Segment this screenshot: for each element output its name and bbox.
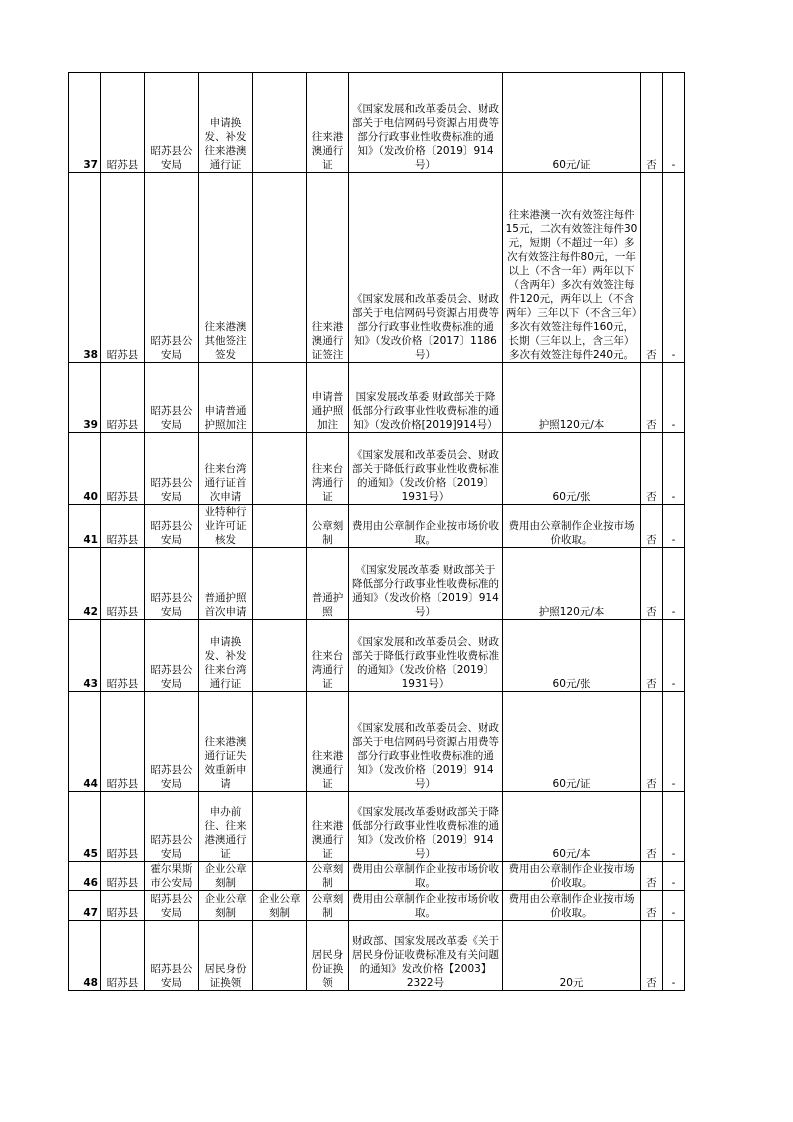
row-number: 48	[69, 921, 101, 991]
sub-item-cell	[253, 73, 307, 173]
related-cell: 否	[641, 173, 663, 363]
sub-item-cell: 企业公章刻制	[253, 891, 307, 921]
flag-cell: -	[663, 73, 685, 173]
related-cell: 否	[641, 692, 663, 792]
table-row	[69, 692, 685, 792]
item-cell: 往来港澳通行证失效重新申请	[199, 692, 253, 792]
fee-type-cell: 普通护照	[307, 548, 349, 620]
department-cell: 昭苏县公安局	[145, 548, 199, 620]
county-cell: 昭苏县	[101, 862, 145, 891]
standard-cell: 60元/证	[503, 73, 641, 173]
basis-cell: 《国家发展和改革委员会、财政部关于电信网码号资源占用费等部分行政事业性收费标准的通知》（发改价格〔2019〕914号）	[349, 692, 503, 792]
row-number: 41	[69, 505, 101, 548]
flag-cell: -	[663, 792, 685, 862]
table-row	[69, 363, 685, 433]
table-row	[69, 505, 685, 548]
related-cell: 否	[641, 620, 663, 692]
related-cell: 否	[641, 363, 663, 433]
row-number: 45	[69, 792, 101, 862]
standard-cell: 往来港澳一次有效签注每件15元，二次有效签注每件30元，短期（不超过一年）多次有效签注每件80元，一年以上（不含一年）两年以下（含两年）多次有效签注每件120元，两年以上（不含两年）三年以下（不含三年）多次有效签注每件160元，长期（三年以上，含三年）多次有效签注每件240元。	[503, 173, 641, 363]
fee-type-cell: 往来台湾通行证	[307, 433, 349, 505]
department-cell: 霍尔果斯市公安局	[145, 862, 199, 891]
sub-item-cell	[253, 433, 307, 505]
flag-cell: -	[663, 862, 685, 891]
department-cell: 昭苏县公安局	[145, 921, 199, 991]
flag-cell: -	[663, 548, 685, 620]
sub-item-cell	[253, 620, 307, 692]
fee-table	[68, 72, 685, 991]
sub-item-cell	[253, 862, 307, 891]
item-cell: 往来港澳其他签注签发	[199, 173, 253, 363]
table-row	[69, 620, 685, 692]
flag-cell: -	[663, 891, 685, 921]
item-cell: 往来台湾通行证首次申请	[199, 433, 253, 505]
basis-cell: 《国家发展和改革委员会、财政部关于电信网码号资源占用费等部分行政事业性收费标准的通知》（发改价格〔2017〕1186号）	[349, 173, 503, 363]
standard-cell: 60元/证	[503, 692, 641, 792]
table-row	[69, 548, 685, 620]
basis-cell: 《国家发展改革委财政部关于降低部分行政事业性收费标准的通知》（发改价格〔2019〕914号）	[349, 792, 503, 862]
table-row	[69, 862, 685, 891]
item-cell: 企业公章刻制	[199, 862, 253, 891]
row-number: 40	[69, 433, 101, 505]
item-cell: 企业公章刻制	[199, 891, 253, 921]
standard-cell: 60元/张	[503, 620, 641, 692]
fee-type-cell: 居民身份证换领	[307, 921, 349, 991]
basis-cell: 财政部、国家发展改革委《关于居民身份证收费标准及有关问题的通知》发改价格【2003】2322号	[349, 921, 503, 991]
county-cell: 昭苏县	[101, 433, 145, 505]
table-row	[69, 173, 685, 363]
county-cell: 昭苏县	[101, 921, 145, 991]
fee-type-cell: 往来台湾通行证	[307, 620, 349, 692]
county-cell: 昭苏县	[101, 692, 145, 792]
table-row	[69, 73, 685, 173]
basis-cell: 《国家发展和改革委员会、财政部关于降低行政事业性收费标准的通知》（发改价格〔2019〕1931号）	[349, 620, 503, 692]
sub-item-cell	[253, 792, 307, 862]
table-row	[69, 891, 685, 921]
standard-cell: 60元/本	[503, 792, 641, 862]
county-cell: 昭苏县	[101, 792, 145, 862]
sub-item-cell	[253, 173, 307, 363]
department-cell: 昭苏县公安局	[145, 73, 199, 173]
county-cell: 昭苏县	[101, 505, 145, 548]
standard-cell: 60元/张	[503, 433, 641, 505]
row-number: 39	[69, 363, 101, 433]
sub-item-cell	[253, 692, 307, 792]
county-cell: 昭苏县	[101, 363, 145, 433]
flag-cell: -	[663, 433, 685, 505]
flag-cell: -	[663, 363, 685, 433]
sub-item-cell	[253, 921, 307, 991]
county-cell: 昭苏县	[101, 548, 145, 620]
flag-cell: -	[663, 921, 685, 991]
item-cell: 申办前往、往来港澳通行证	[199, 792, 253, 862]
related-cell: 否	[641, 792, 663, 862]
fee-type-cell: 公章刻制	[307, 862, 349, 891]
sub-item-cell	[253, 548, 307, 620]
standard-cell: 护照120元/本	[503, 363, 641, 433]
item-cell: 申请普通护照加注	[199, 363, 253, 433]
fee-type-cell: 往来港澳通行证	[307, 73, 349, 173]
fee-type-cell: 往来港澳通行证	[307, 692, 349, 792]
department-cell: 昭苏县公安局	[145, 433, 199, 505]
county-cell: 昭苏县	[101, 173, 145, 363]
department-cell: 昭苏县公安局	[145, 173, 199, 363]
fee-type-cell: 公章刻制	[307, 891, 349, 921]
department-cell: 昭苏县公安局	[145, 891, 199, 921]
basis-cell: 费用由公章制作企业按市场价收取。	[349, 891, 503, 921]
sub-item-cell	[253, 505, 307, 548]
flag-cell: -	[663, 173, 685, 363]
county-cell: 昭苏县	[101, 891, 145, 921]
related-cell: 否	[641, 891, 663, 921]
department-cell: 昭苏县公安局	[145, 792, 199, 862]
item-cell: 申请换发、补发往来港澳通行证	[199, 73, 253, 173]
fee-type-cell: 申请普通护照加注	[307, 363, 349, 433]
item-cell: 业特种行业许可证核发	[199, 505, 253, 548]
sub-item-cell	[253, 363, 307, 433]
related-cell: 否	[641, 73, 663, 173]
department-cell: 昭苏县公安局	[145, 620, 199, 692]
row-number: 46	[69, 862, 101, 891]
county-cell: 昭苏县	[101, 73, 145, 173]
basis-cell: 费用由公章制作企业按市场价收取。	[349, 862, 503, 891]
row-number: 38	[69, 173, 101, 363]
department-cell: 昭苏县公安局	[145, 692, 199, 792]
standard-cell: 费用由公章制作企业按市场价收取。	[503, 505, 641, 548]
item-cell: 申请换发、补发往来台湾通行证	[199, 620, 253, 692]
related-cell: 否	[641, 505, 663, 548]
table-row	[69, 792, 685, 862]
county-cell: 昭苏县	[101, 620, 145, 692]
basis-cell: 国家发展改革委 财政部关于降低部分行政事业性收费标准的通知》（发改价格[2019]914号）	[349, 363, 503, 433]
related-cell: 否	[641, 862, 663, 891]
standard-cell: 护照120元/本	[503, 548, 641, 620]
related-cell: 否	[641, 548, 663, 620]
fee-type-cell: 往来港澳通行证签注	[307, 173, 349, 363]
department-cell: 昭苏县公安局	[145, 505, 199, 548]
table-row	[69, 921, 685, 991]
row-number: 44	[69, 692, 101, 792]
basis-cell: 《国家发展和改革委员会、财政部关于降低行政事业性收费标准的通知》（发改价格〔2019〕1931号）	[349, 433, 503, 505]
fee-type-cell: 往来港澳通行证	[307, 792, 349, 862]
standard-cell: 费用由公章制作企业按市场价收取。	[503, 862, 641, 891]
row-number: 47	[69, 891, 101, 921]
item-cell: 居民身份证换领	[199, 921, 253, 991]
standard-cell: 费用由公章制作企业按市场价收取。	[503, 891, 641, 921]
flag-cell: -	[663, 692, 685, 792]
table-row	[69, 433, 685, 505]
related-cell: 否	[641, 921, 663, 991]
basis-cell: 《国家发展和改革委员会、财政部关于电信网码号资源占用费等部分行政事业性收费标准的通知》（发改价格〔2019〕914号）	[349, 73, 503, 173]
basis-cell: 费用由公章制作企业按市场价收取。	[349, 505, 503, 548]
row-number: 42	[69, 548, 101, 620]
item-cell: 普通护照首次申请	[199, 548, 253, 620]
related-cell: 否	[641, 433, 663, 505]
department-cell: 昭苏县公安局	[145, 363, 199, 433]
basis-cell: 《国家发展改革委 财政部关于降低部分行政事业性收费标准的通知》（发改价格〔2019〕914号）	[349, 548, 503, 620]
row-number: 43	[69, 620, 101, 692]
flag-cell: -	[663, 505, 685, 548]
flag-cell: -	[663, 620, 685, 692]
fee-type-cell: 公章刻制	[307, 505, 349, 548]
row-number: 37	[69, 73, 101, 173]
standard-cell: 20元	[503, 921, 641, 991]
